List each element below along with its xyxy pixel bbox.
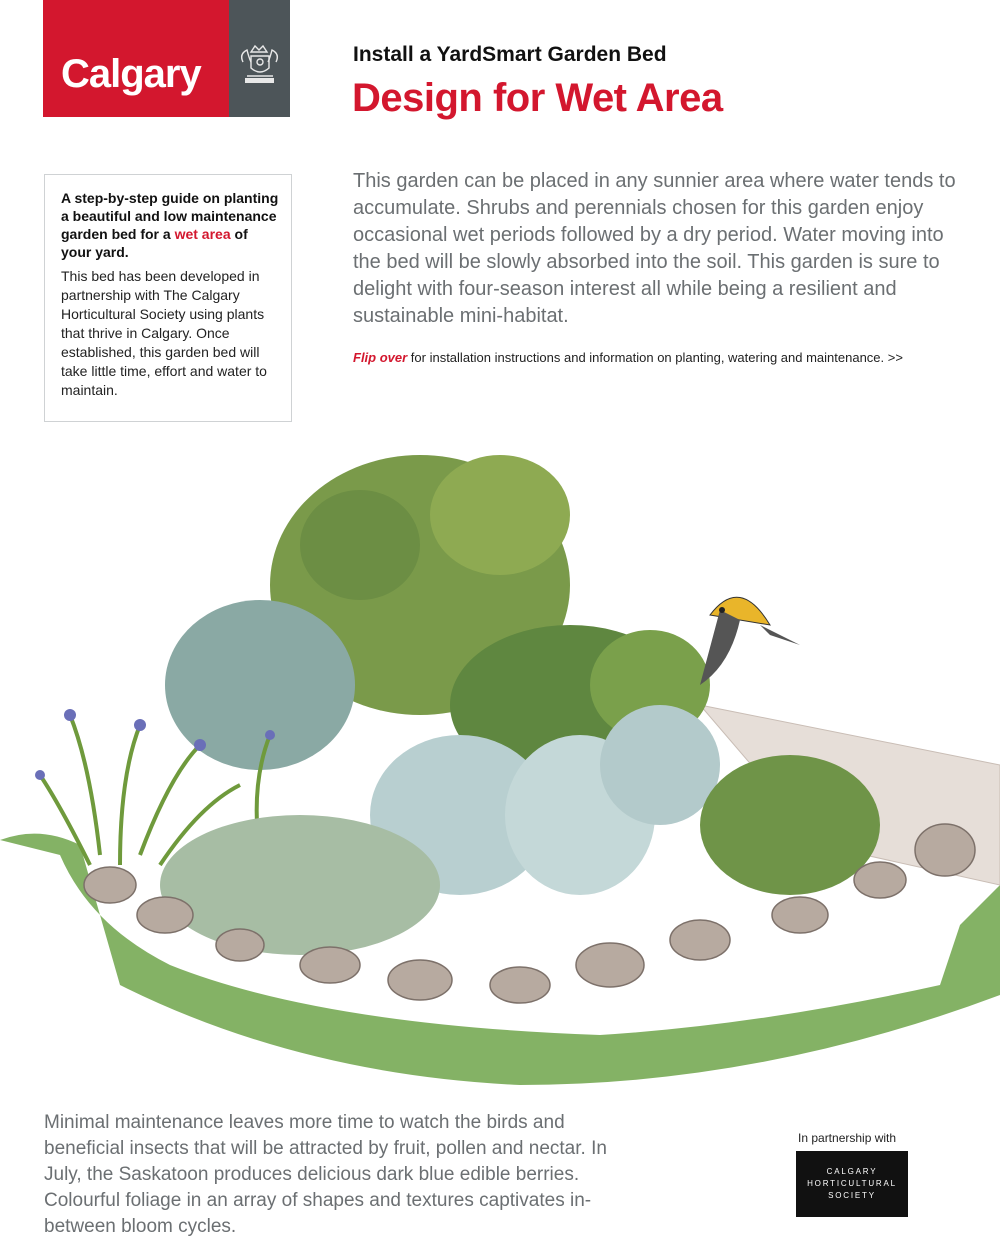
guide-lead-text: A step-by-step guide on planting a beautiful and low maintenance garden bed for a xyxy=(61,190,279,242)
calgary-crest-icon xyxy=(229,0,290,117)
intro-paragraph: This garden can be placed in any sunnier area where water tends to accumulate. Shrubs and perennials chosen for this garden enjoy occasional wet periods followed by a dry period. Water moving into the bed will be slowly absorbed into the soil. This garden is sure to delight with four-season interest all while being a resilient and sustainable mini-habitat. xyxy=(353,170,956,327)
guide-lead xyxy=(61,189,279,261)
calgary-logo xyxy=(43,0,229,117)
page-title: Design for Wet Area xyxy=(352,76,723,120)
partner-logo-line: HORTICULTURAL xyxy=(807,1179,897,1188)
footer-paragraph: Minimal maintenance leaves more time to watch the birds and beneficial insects that will be attracted by fruit, pollen and nectar. In July, the Saskatoon produces delicious dark blue edible berries. Colourful foliage in an array of shapes and textures captivates in-between bloom cycles. xyxy=(44,1112,607,1237)
guide-lead-end: of your yard. xyxy=(61,226,248,260)
page-subtitle: Install a YardSmart Garden Bed xyxy=(353,43,667,66)
horticultural-society-logo xyxy=(796,1151,908,1217)
bird-icon xyxy=(700,597,800,685)
flip-over-text: for installation instructions and information on planting, watering and maintenance. >> xyxy=(407,350,903,365)
partner-label: In partnership with xyxy=(798,1131,897,1145)
flip-over-note xyxy=(353,350,973,365)
partner-logo-line: SOCIETY xyxy=(828,1191,876,1200)
logo-text: Calgary xyxy=(61,52,201,96)
garden-bed-illustration xyxy=(0,385,1000,1100)
wet-area-highlight: wet area xyxy=(174,226,231,242)
guide-body: This bed has been developed in partnership with The Calgary Horticultural Society using plants that thrive in Calgary. Once established, this garden bed will take little time, effort and water to maintain. xyxy=(61,268,267,398)
partner-logo-line: CALGARY xyxy=(826,1167,878,1176)
flip-over-highlight: Flip over xyxy=(353,350,408,365)
